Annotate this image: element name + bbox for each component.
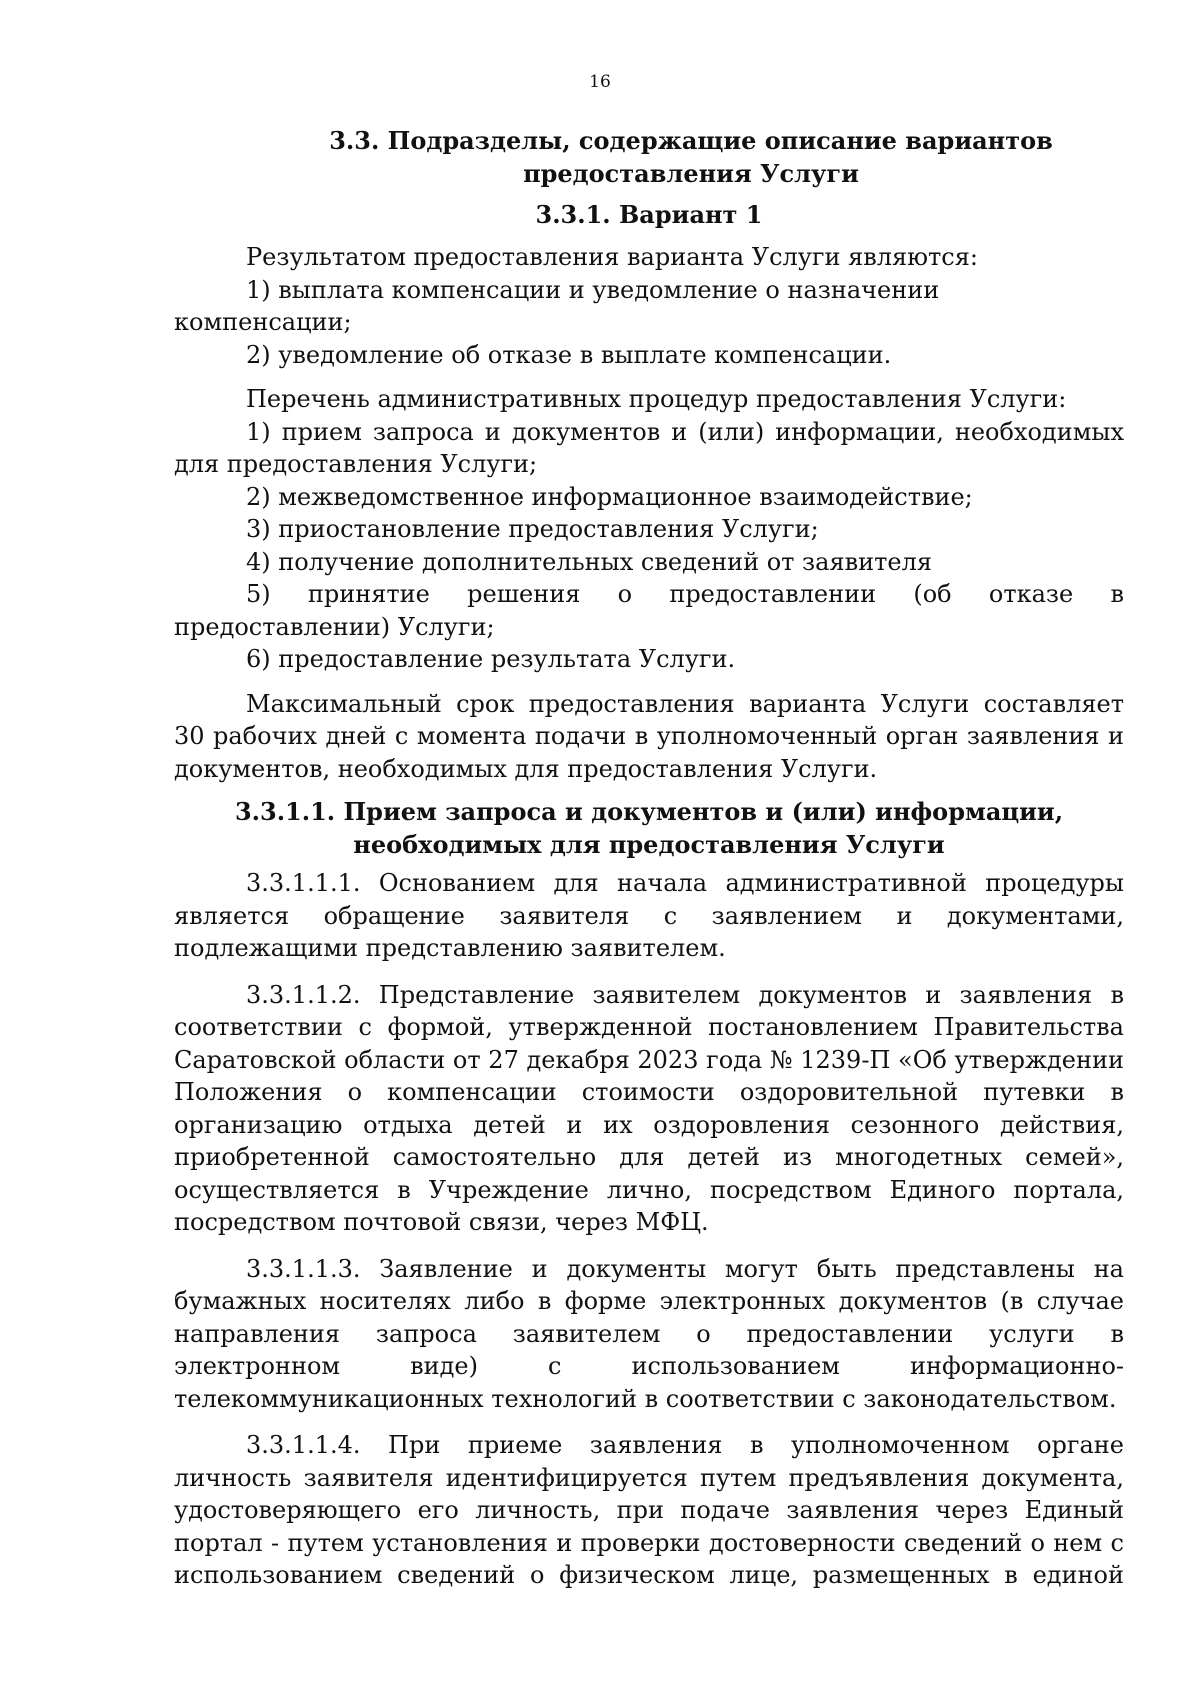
result-item: 1) выплата компенсации и уведомление о назначении компенсации; bbox=[174, 275, 940, 336]
procedure-item: 1) прием запроса и документов и (или) информации, необходимых для предоставления Услуги; bbox=[174, 417, 1124, 478]
clause-paragraph: 3.3.1.1.1. Основанием для начала административной процедуры является обращение заявителя с заявлением и документами, подлежащими представлению заявителем. bbox=[174, 869, 1124, 962]
result-intro: Результатом предоставления варианта Услуги являются: bbox=[246, 243, 978, 271]
page-number: 16 bbox=[589, 72, 611, 92]
procedure-item: 6) предоставление результата Услуги. bbox=[246, 645, 736, 673]
section-heading-3-3-1-1: 3.3.1.1. Прием запроса и документов и (или) информации, необходимых для предоставления Услуги bbox=[234, 797, 1064, 859]
procedure-item: 3) приостановление предоставления Услуги; bbox=[246, 515, 819, 543]
page-content bbox=[174, 124, 1124, 1592]
max-term-paragraph: Максимальный срок предоставления варианта Услуги составляет 30 рабочих дней с момента подачи в уполномоченный орган заявления и документов, необходимых для предоставления Услуги. bbox=[174, 689, 1124, 783]
clause-paragraph: 3.3.1.1.3. Заявление и документы могут быть представлены на бумажных носителях либо в форме электронных документов (в случае направления запроса заявителем о предоставлении услуги в электронном виде) с использованием информационно-телекоммуникационных технологий в соответствии с законодательством. bbox=[174, 1254, 1124, 1413]
section-heading-3-3: 3.3. Подразделы, содержащие описание вариантов предоставления Услуги bbox=[329, 126, 1053, 188]
procedure-item: 2) межведомственное информационное взаимодействие; bbox=[246, 482, 973, 511]
clause-paragraph: 3.3.1.1.2. Представление заявителем документов и заявления в соответствии с формой, утвержденной постановлением Правительства Саратовской области от 27 декабря 2023 года № 1239-П «Об утверждении Положения о компенсации стоимости оздоровительной путевки в организацию отдыха детей и их оздоровления сезонного действия, приобретенной самостоятельно для детей из многодетных семей», осуществляется в Учреждение лично, посредством Единого портала, посредством почтовой связи, через МФЦ. bbox=[174, 980, 1124, 1236]
procedure-item: 4) получение дополнительных сведений от заявителя bbox=[246, 547, 932, 576]
section-heading-3-3-1: 3.3.1. Вариант 1 bbox=[535, 200, 763, 229]
procedures-intro: Перечень административных процедур предоставления Услуги: bbox=[246, 385, 1067, 413]
clause-paragraph: 3.3.1.1.4. При приеме заявления в уполномоченном органе личность заявителя идентифицируется путем предъявления документа, удостоверяющего его личность, при подаче заявления через Единый портал - путем установления и проверки достоверности сведений о нем с использованием сведений о физическом лице, размещенных в единой bbox=[174, 1431, 1124, 1589]
procedure-item: 5) принятие решения о предоставлении (об отказе в предоставлении) Услуги; bbox=[174, 580, 1124, 641]
result-item: 2) уведомление об отказе в выплате компенсации. bbox=[246, 340, 892, 369]
